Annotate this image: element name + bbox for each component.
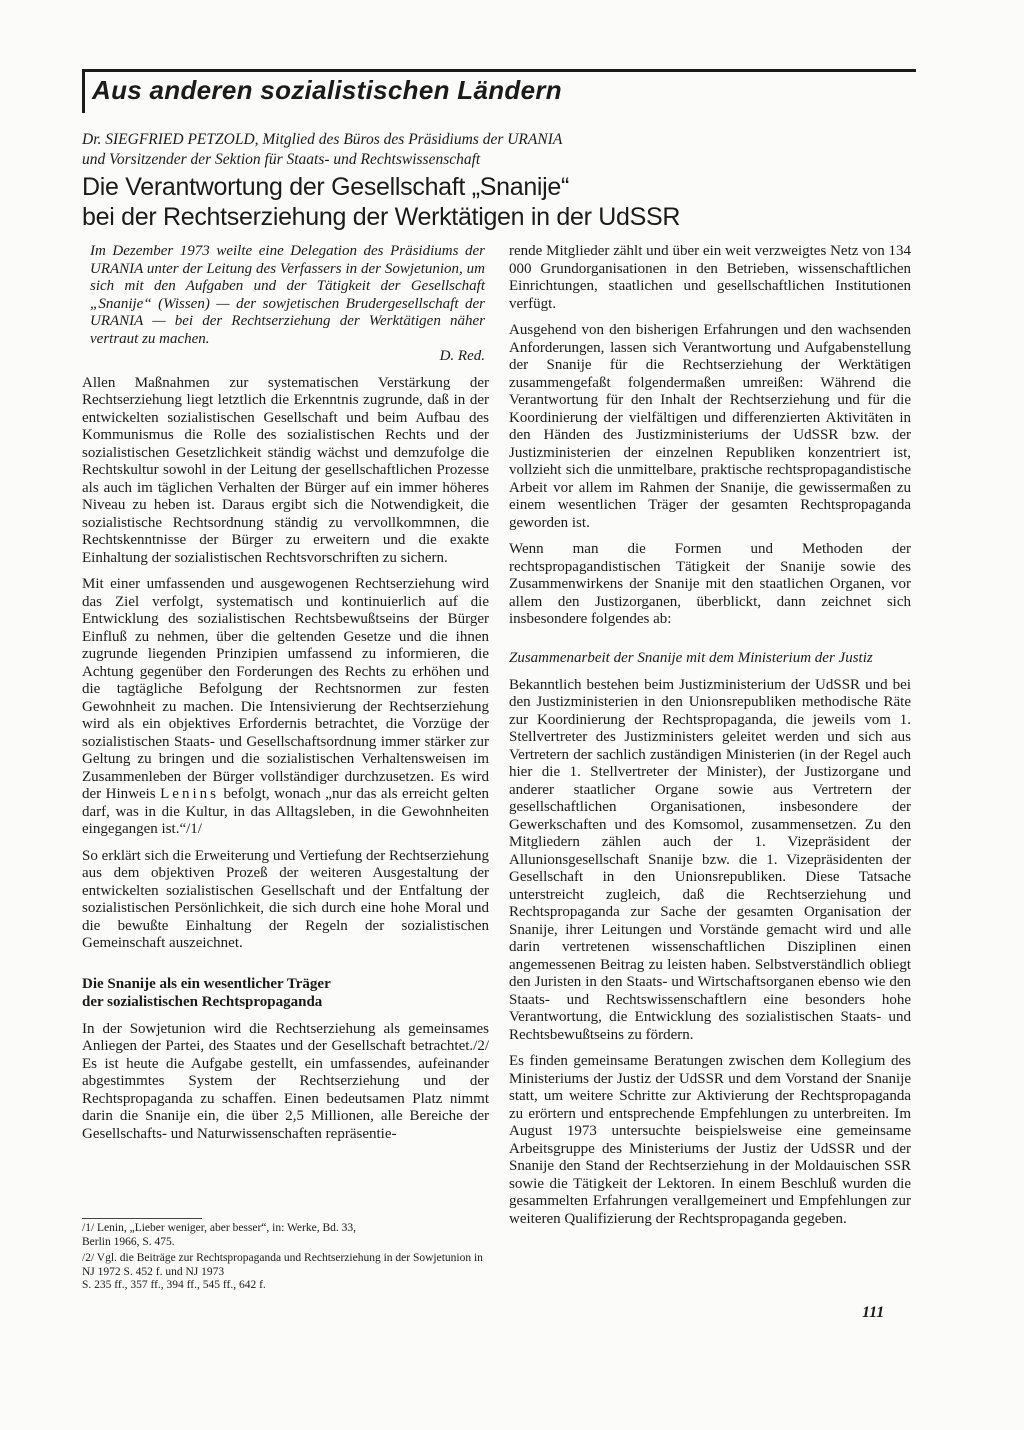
paragraph: Bekanntlich bestehen beim Justizministerium der UdSSR und bei den Justizministerien in den Unionsrepubliken methodische Räte zur Koordinierung der Rechtspropaganda, die jeweils vom 1. Stellvertreter des Justizministers geleitet werden und sich aus Vertretern der sachlich zuständigen Ministerien (in der Regel auch hier die 1. Stellvertreter der Minister), der Justizorgane und anderer staatlicher Organe sowie aus Vertretern der gesellschaftlichen Organisationen, insbesondere der Gewerkschaften und des Komsomol, zusammensetzen. Zu den Mitgliedern zählen auch der 1. Vizepräsident der Allunionsgesellschaft Snanije bzw. die 1. Vizepräsidenten der Gesellschaft in den Unionsrepubliken. Diese Tatsache unterstreicht zugleich, daß die Rechtserziehung und Rechtspropaganda zur Sache der gesamten Organisation der Snanije, ihrer Leitungen und Vorstände gemacht wird und alle darin vertretenen wissenschaftlichen Disziplinen einen angemessenen Beitrag zu leisten haben. Selbstverständlich obliegt den Juristen in den Staats- und Wirtschaftsorganen ebenso wie den Staats- und Rechtswissenschaftlern eine besonders hohe Verantwortung, die Entwicklung des sozialistischen Staats- und Rechtsbewußtseins zu fördern. <box>509 676 911 1043</box>
intro-signature: D. Red. <box>439 348 485 364</box>
left-column <box>82 243 489 1152</box>
footnote-2 <box>82 1252 487 1293</box>
byline-line-2: und Vorsitzender der Sektion für Staats- und Rechtswissenschaft <box>82 151 481 168</box>
header-rule <box>82 69 916 72</box>
header-side-rule <box>82 69 85 113</box>
subheading-line-1: Die Snanije als ein wesentlicher Träger <box>82 975 331 992</box>
paragraph-text: Mit einer umfassenden und ausgewogenen Rechtserziehung wird das Ziel verfolgt, systematisch und kontinuierlich auf die Entwicklung des sozialistischen Rechtsbewußtseins der Bürger Einfluß zu nehmen, über die geltenden Gesetze und die ihnen zugrunde liegenden Prinzipien umfassend zu informieren, die Achtung gegenüber den Forderungen des Rechts zu erhöhen und die tagtägliche Befolgung der Rechtsnormen zur festen Gewohnheit zu machen. Die Intensivierung der Rechtserziehung wird als ein objektives Erfordernis betrachtet, die Vorzüge der sozialistischen Staats- und Gesellschaftsordnung immer stärker zur Geltung zu bringen und die sozialistischen Verhaltensweisen im Zusammenleben der Bürger vollständiger durchzusetzen. Es wird der Hinweis <box>82 576 489 802</box>
byline-line-1: Dr. SIEGFRIED PETZOLD, Mitglied des Büros des Präsidiums der URANIA <box>82 131 563 148</box>
intro-text: Im Dezember 1973 weilte eine Delegation des Präsidiums der URANIA unter der Leitung des Verfassers in der Sowjetunion, um sich mit den Aufgaben und der Tätigkeit der Gesellschaft „Snanije“ (Wissen) — der sowjetischen Brudergesellschaft der URANIA — bei der Rechtserziehung der Werktätigen näher vertraut zu machen. <box>90 243 485 347</box>
article-headline <box>82 172 912 232</box>
footnotes <box>82 1222 487 1296</box>
section-subheading: Zusammenarbeit der Snanije mit dem Ministerium der Justiz <box>509 649 873 666</box>
footnote-line: S. 235 ff., 357 ff., 394 ff., 545 ff., 642 f. <box>82 1279 266 1291</box>
paragraph: rende Mitglieder zählt und über ein weit verzweigtes Netz von 134 000 Grundorganisationen in den Betrieben, wissenschaftlichen Einrichtungen, staatlichen und gesellschaftlichen Institutionen verfügt. <box>509 243 911 312</box>
paragraph: In der Sowjetunion wird die Rechtserziehung als gemeinsames Anliegen der Partei, des Staates und der Gesellschaft betrachtet./2/ Es ist heute die Aufgabe gestellt, ein umfassendes, aufeinander abgestimmtes System der Rechtserziehung und der Rechtspropaganda zu schaffen. Einen bedeutsamen Platz nimmt darin die Snanije ein, die über 2,5 Millionen, alle Bereiche der Gesellschafts- und Naturwissenschaften repräsentie- <box>82 1020 489 1142</box>
paragraph-text: befolgt, wonach „nur das als erreicht gelten darf, was in die Kultur, in das Alltagsleben, in die Gewohnheiten eingegangen ist.“/1/ <box>82 786 489 837</box>
footnote-line: Berlin 1966, S. 475. <box>82 1235 175 1248</box>
paragraph: Ausgehend von den bisherigen Erfahrungen und den wachsenden Anforderungen, lassen sich Verantwortung und Aufgabenstellung der Snanije für die Rechtserziehung der Werktätigen zusammengefaßt folgendermaßen umreißen: Während die Verantwortung für den Inhalt der Rechtserziehung und für die Koordinierung der vielfältigen und differenzierten Aktivitäten in den Händen des Justizministeriums der UdSSR bzw. der Justizministerien der einzelnen Republiken konzentriert ist, vollzieht sich die unmittelbare, praktische rechtspropagandistische Arbeit vor allem im Rahmen der Snanije, die gewissermaßen zu einem wesentlichen Träger der gesamten Rechtspropaganda geworden ist. <box>509 322 911 531</box>
editorial-intro <box>82 243 489 366</box>
footnote-line: /1/ Lenin, „Lieber weniger, aber besser“, in: Werke, Bd. 33, <box>82 1222 356 1234</box>
emphasized-name: Lenins <box>160 786 219 802</box>
paragraph: Es finden gemeinsame Beratungen zwischen dem Kollegium des Ministeriums der Justiz der UdSSR und dem Vorstand der Snanije statt, um weitere Schritte zur Aktivierung der Rechtspropaganda zu erörtern und entsprechende Empfehlungen zu unterbreiten. Im August 1973 untersuchte beispielsweise eine gemeinsame Arbeitsgruppe des Ministeriums der Justiz der UdSSR und der Snanije den Stand der Rechtserziehung in der Moldauischen SSR sowie die Tätigkeit der Lektoren. In einem Beschluß wurden die gesammelten Erfahrungen verallgemeinert und Empfehlungen zur weiteren Qualifizierung der Rechtspropaganda gegeben. <box>509 1053 911 1227</box>
headline-line-1: Die Verantwortung der Gesellschaft „Snanije“ <box>82 173 570 201</box>
section-subheading <box>82 975 489 1011</box>
subheading-line-2: der sozialistischen Rechtspropaganda <box>82 993 323 1010</box>
author-byline <box>82 130 882 170</box>
footnote-1 <box>82 1222 487 1249</box>
paragraph <box>82 576 489 839</box>
page-number: 111 <box>862 1304 885 1321</box>
paragraph: Allen Maßnahmen zur systematischen Verstärkung der Rechtserziehung liegt letztlich die Erkenntnis zugrunde, daß in der entwickelten sozialistischen Gesellschaft und beim Aufbau des Kommunismus die Rolle des sozialistischen Rechts und der sozialistischen Gesetzlichkeit ständig wächst und demzufolge die Rechtskultur sowohl in der Leitung der gesellschaftlichen Prozesse als auch im täglichen Verhalten der Bürger auf ein immer höheres Niveau zu heben ist. Daraus ergibt sich die Notwendigkeit, die sozialistische Rechtsordnung ständig zu vervollkommnen, die Rechtskenntnisse der Bürger zu erweitern und die exakte Einhaltung der sozialistischen Rechtsvorschriften zu sichern. <box>82 374 489 566</box>
section-title: Aus anderen sozialistischen Ländern <box>92 75 562 105</box>
headline-line-2: bei der Rechtserziehung der Werktätigen in der UdSSR <box>82 203 681 231</box>
footnote-line: /2/ Vgl. die Beiträge zur Rechtspropaganda und Rechtserziehung in der Sowjetunion in NJ 1972 S. 452 f. und NJ 1973 <box>82 1252 483 1278</box>
footnote-divider <box>82 1218 202 1219</box>
right-column <box>509 243 911 1237</box>
paragraph: Wenn man die Formen und Methoden der rechtspropagandistischen Tätigkeit der Snanije sowie des Zusammenwirkens der Snanije mit den staatlichen Organen, vor allem den Justizorganen, überblickt, dann zeichnet sich insbesondere folgendes ab: <box>509 541 911 627</box>
paragraph: So erklärt sich die Erweiterung und Vertiefung der Rechtserziehung aus dem objektiven Prozeß der weiteren Ausgestaltung der entwickelten sozialistischen Gesellschaft und der Entfaltung der sozialistischen Persönlichkeit, die sich durch eine hohe Moral und die bewußte Einhaltung der Regeln der sozialistischen Gemeinschaft auszeichnet. <box>82 847 489 951</box>
